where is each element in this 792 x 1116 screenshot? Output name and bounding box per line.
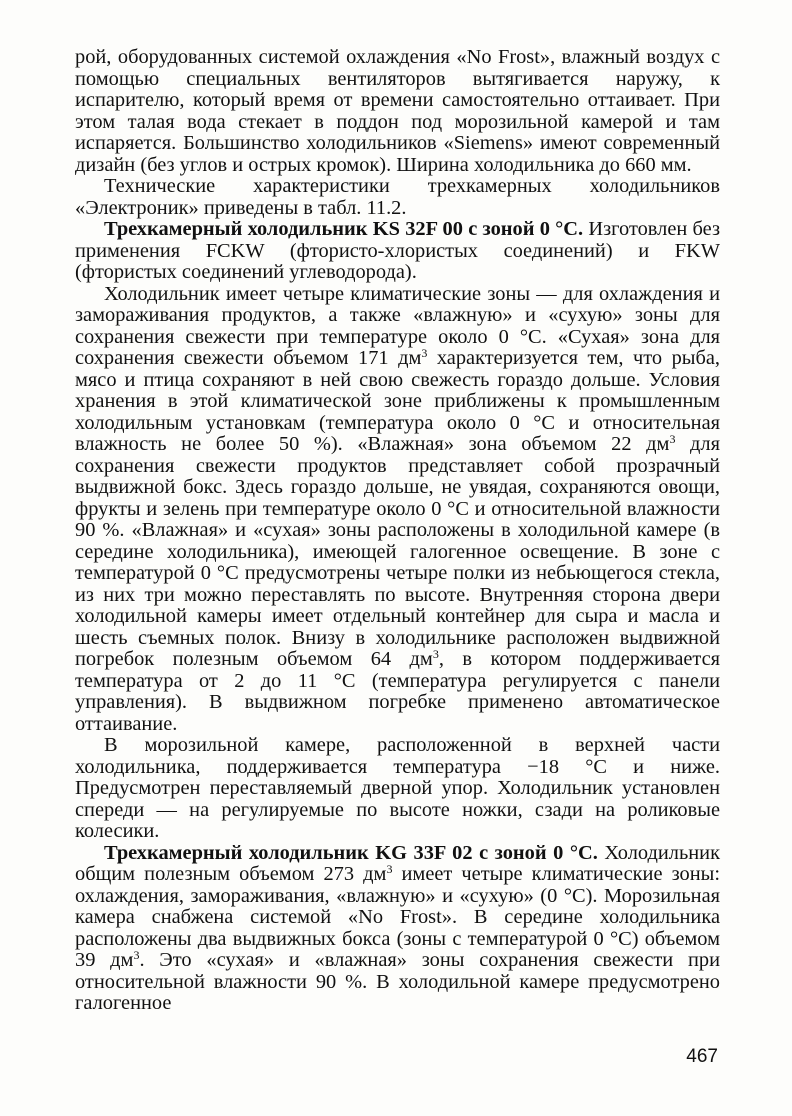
model-heading: Трехкамерный холодильник KS 32F 00 с зоной 0 °C. [104,218,584,240]
paragraph-text: , в котором поддерживается температура от 2 до 11 °C (температура регулируется с панели управления). В выдвижном погребке применено автоматическое оттаивание. [75,648,721,735]
paragraph-text: Холодильник имеет четыре климатические зоны — для охлаждения и замораживания продуктов, а также «влажную» и «сухую» зоны для сохранения свежести при температуре около 0 °C. «Сухая» зона для сохранения свежести объемом 171 дм [75,282,720,369]
superscript: 3 [386,862,393,876]
paragraph-continuation [75,47,720,176]
paragraph-text: Холодильник общим полезным объемом 273 дм [75,841,720,885]
paragraph-text: . Это «сухая» и «влажная» зоны сохранения свежести при относительной влажности 90 %. В холодильной камере предусмотрено галогенное [75,949,720,1014]
paragraph [75,219,720,284]
body-text [75,47,720,1015]
model-heading: Трехкамерный холодильник KG 33F 02 с зоной 0 °C. [104,841,598,864]
page-number: 467 [686,1046,718,1067]
superscript: 3 [421,346,428,360]
paragraph [75,284,720,736]
paragraph-text: Изготовлен без применения FCKW (фтористо-хлористых соединений) и FKW (фтористых соединений углеводорода). [75,218,720,283]
paragraph-text: Технические характеристики трехкамерных холодильников «Электроник» приведены в табл. 11.2. [75,175,720,219]
paragraph [75,176,720,219]
superscript: 3 [133,948,140,962]
paragraph-text: для сохранения свежести продуктов представляет собой прозрачный выдвижной бокс. Здесь гораздо дольше, не увядая, сохраняются овощи, фрукты и зелень при температуре около 0 °C и относительной влажности 90 %. «Влажная» и «сухая» зоны расположены в холодильной камере (в середине холодильника), имеющей галогенное освещение. В зоне с температурой 0 °C предусмотрены четыре полки из небьющегося стекла, из них три можно переставлять по высоте. Внутренняя сторона двери холодильной камеры имеет отдельный контейнер для сыра и масла и шесть съемных полок. Внизу в холодильнике расположен выдвижной погребок полезным объемом 64 дм [75,433,720,670]
paragraph [75,843,720,1015]
paragraph-text: характеризуется тем, что рыба, мясо и птица сохраняют в ней свою свежесть гораздо дольше. Условия хранения в этой климатической зоне приближены к промышленным холодильным установкам (температура около 0 °C и относительная влажность не более 50 %). «Влажная» зона объемом 22 дм [75,347,720,455]
paragraph [75,735,720,843]
paragraph-text: имеет четыре климатические зоны: охлаждения, замораживания, «влажную» и «сухую» (0 °C). Морозильная камера снабжена системой «No Frost». В середине холодильника расположены два выдвижных бокса (зоны с температурой 0 °C) объемом 39 дм [75,863,720,971]
superscript: 3 [432,647,439,661]
superscript: 3 [669,432,676,446]
paragraph-text: рой, оборудованных системой охлаждения «No Frost», влажный воздух с помощью специальных вентиляторов вытягивается наружу, к испарителю, который время от времени самостоятельно оттаивает. При этом талая вода стекает в поддон под морозильной камерой и там испаряется. Большинство холодильников «Siemens» имеют современный дизайн (без углов и острых кромок). Ширина холодильника до 660 мм. [75,46,720,176]
paragraph-text: В морозильной камере, расположенной в верхней части холодильника, поддерживается температура −18 °C и ниже. Предусмотрен переставляемый дверной упор. Холодильник установлен спереди — на регулируемые по высоте ножки, сзади на роликовые колесики. [75,734,720,842]
